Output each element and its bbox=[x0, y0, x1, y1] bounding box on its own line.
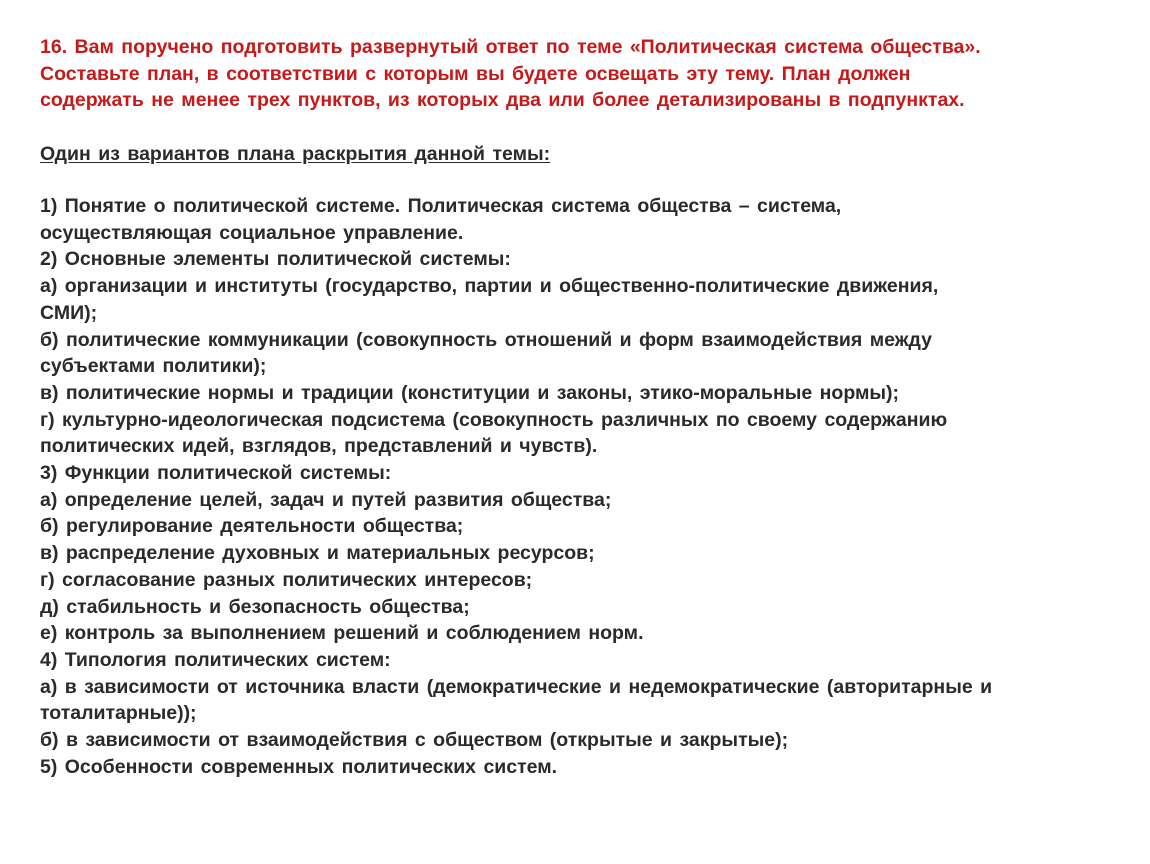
plan-line: д) стабильность и безопасность общества; bbox=[40, 595, 470, 618]
task-statement bbox=[40, 34, 1110, 114]
plan-line: в) распределение духовных и материальных ресурсов; bbox=[40, 542, 595, 565]
task-line: содержать не менее трех пунктов, из которых два или более детализированы в подпунктах. bbox=[40, 89, 965, 111]
plan-list bbox=[40, 193, 1110, 780]
plan-line: а) в зависимости от источника власти (демократические и недемократические (авторитарные и bbox=[40, 675, 993, 698]
plan-line: субъектами политики); bbox=[40, 355, 267, 378]
plan-line: 3) Функции политической системы: bbox=[40, 462, 392, 485]
plan-line: осуществляющая социальное управление. bbox=[40, 221, 464, 244]
task-line: Составьте план, в соответствии с которым вы будете освещать эту тему. План должен bbox=[40, 62, 911, 85]
plan-line: СМИ); bbox=[40, 301, 98, 324]
plan-line: е) контроль за выполнением решений и соблюдением норм. bbox=[40, 622, 644, 645]
plan-line: б) регулирование деятельности общества; bbox=[40, 515, 464, 538]
plan-line: 2) Основные элементы политической системы: bbox=[40, 248, 511, 271]
plan-line: б) в зависимости от взаимодействия с обществом (открытые и закрытые); bbox=[40, 729, 789, 752]
task-line: 16. Вам поручено подготовить развернутый ответ по теме «Политическая система общества». bbox=[40, 36, 981, 58]
plan-line: политических идей, взглядов, представлений и чувств). bbox=[40, 435, 598, 458]
plan-line: в) политические нормы и традиции (конституции и законы, этико-моральные нормы); bbox=[40, 381, 900, 404]
plan-line: тоталитарные)); bbox=[40, 702, 197, 725]
plan-line: 1) Понятие о политической системе. Политическая система общества – система, bbox=[40, 195, 842, 217]
plan-line: 4) Типология политических систем: bbox=[40, 648, 391, 671]
plan-line: г) согласование разных политических интересов; bbox=[40, 568, 533, 591]
plan-line: б) политические коммуникации (совокупность отношений и форм взаимодействия между bbox=[40, 328, 932, 351]
plan-line: г) культурно-идеологическая подсистема (совокупность различных по своему содержанию bbox=[40, 408, 948, 431]
plan-line: а) определение целей, задач и путей развития общества; bbox=[40, 488, 612, 511]
plan-line: 5) Особенности современных политических систем. bbox=[40, 755, 558, 778]
plan-heading: Один из вариантов плана раскрытия данной темы: bbox=[40, 142, 551, 165]
plan-line: а) организации и институты (государство, партии и общественно-политические движения, bbox=[40, 275, 939, 298]
